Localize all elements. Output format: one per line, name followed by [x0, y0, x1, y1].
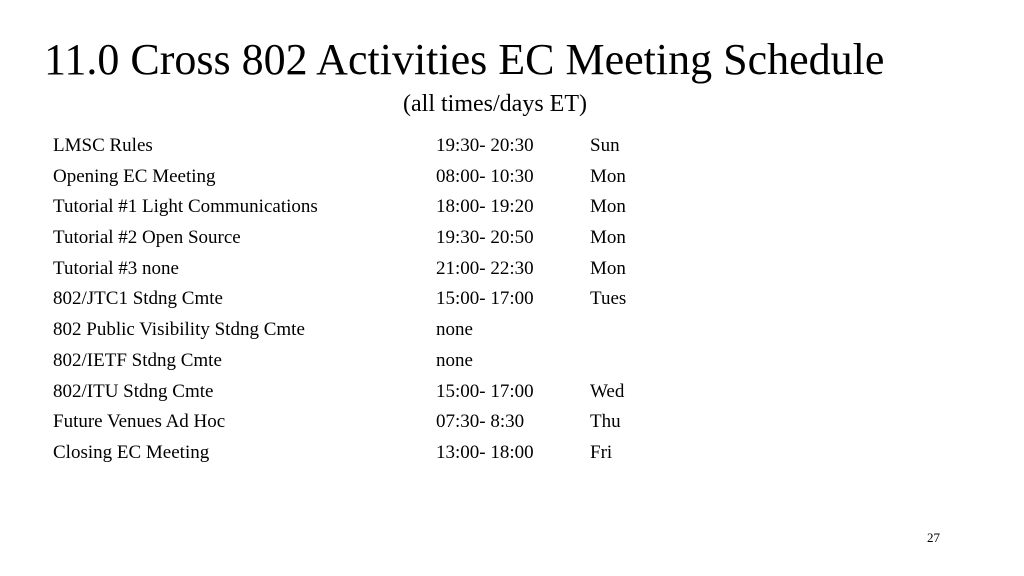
- schedule-row: [53, 192, 753, 223]
- slide-subtitle: (all times/days ET): [403, 91, 587, 117]
- activity-time: 19:30- 20:50: [436, 227, 534, 249]
- activity-name: Tutorial #3 none: [53, 257, 179, 279]
- activity-time: 21:00- 22:30: [436, 257, 534, 279]
- schedule-row: [53, 254, 753, 285]
- activity-name: Future Venues Ad Hoc: [53, 411, 226, 433]
- activity-name: Tutorial #1 Light Communications: [53, 196, 318, 218]
- activity-name: 802/ITU Stdng Cmte: [53, 380, 214, 402]
- activity-time: 08:00- 10:30: [436, 165, 534, 187]
- activity-name: Tutorial #2 Open Source: [53, 227, 241, 249]
- activity-day: Mon: [590, 196, 626, 218]
- activity-time: none: [436, 349, 473, 371]
- activity-time: 07:30- 8:30: [436, 411, 525, 433]
- activity-time: 19:30- 20:30: [436, 135, 534, 156]
- schedule-row: [53, 438, 753, 469]
- activity-day: Fri: [590, 441, 613, 463]
- schedule-row: [53, 284, 753, 315]
- activity-day: Thu: [590, 411, 621, 433]
- activity-time: 15:00- 17:00: [436, 380, 534, 402]
- activity-time: 18:00- 19:20: [436, 196, 534, 218]
- activity-name: 802/IETF Stdng Cmte: [53, 349, 222, 371]
- schedule-row: [53, 162, 753, 193]
- schedule-row: [53, 315, 753, 346]
- schedule-row: [53, 377, 753, 408]
- schedule-table: [53, 131, 753, 469]
- activity-time: none: [436, 319, 473, 341]
- schedule-row: [53, 223, 753, 254]
- activity-name: 802 Public Visibility Stdng Cmte: [53, 319, 305, 341]
- activity-name: Closing EC Meeting: [53, 441, 210, 463]
- activity-day: Sun: [590, 135, 620, 156]
- schedule-row: [53, 407, 753, 438]
- activity-day: Mon: [590, 227, 626, 249]
- activity-name: 802/JTC1 Stdng Cmte: [53, 288, 223, 310]
- schedule-row: [53, 346, 753, 377]
- activity-day: Wed: [590, 380, 625, 402]
- activity-day: Mon: [590, 165, 626, 187]
- slide-title: 11.0 Cross 802 Activities EC Meeting Schedule: [44, 35, 885, 84]
- activity-time: 15:00- 17:00: [436, 288, 534, 310]
- activity-day: Mon: [590, 257, 626, 279]
- activity-name: LMSC Rules: [53, 135, 153, 156]
- page-number: 27: [927, 530, 940, 545]
- schedule-row: [53, 131, 753, 162]
- activity-day: Tues: [590, 288, 627, 310]
- activity-name: Opening EC Meeting: [53, 165, 216, 187]
- activity-time: 13:00- 18:00: [436, 441, 534, 463]
